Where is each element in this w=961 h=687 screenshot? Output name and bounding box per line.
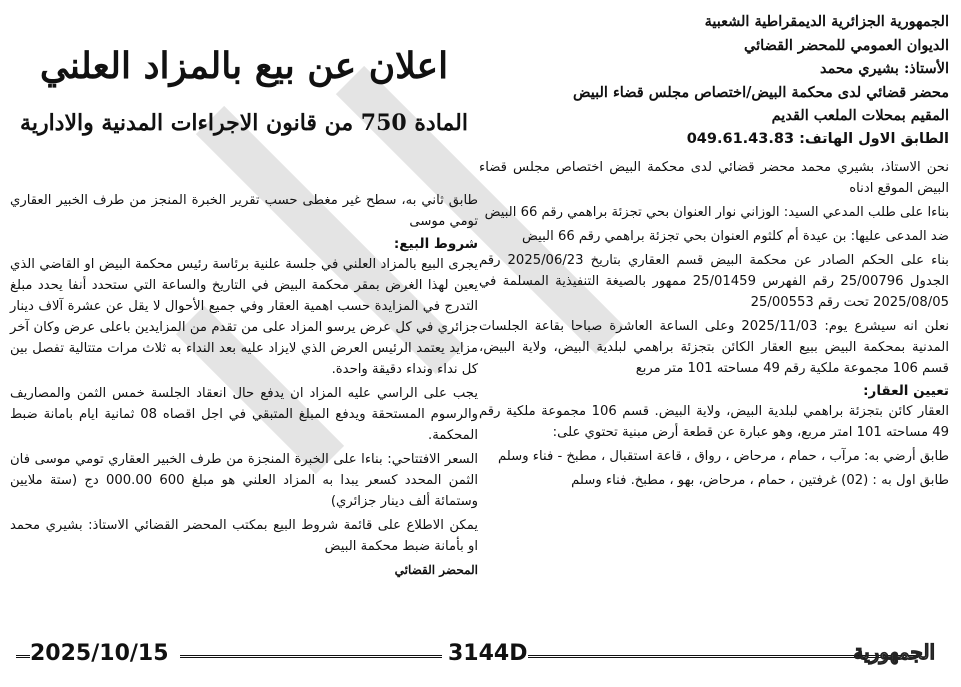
body-paragraph: نحن الاستاذ، بشيري محمد محضر قضائي لدى محكمة البيض اختصاص مجلس قضاء البيض الموقع ادناه [479,160,949,196]
header-line: الجمهورية الجزائرية الديمقراطية الشعبية [704,13,949,30]
page-footer [0,640,961,670]
header-phone-line: الطابق الاول الهاتف: 049.61.43.83 [686,130,949,147]
conditions-heading: شروط البيع: [393,236,478,252]
notice-subtitle: المادة 750 من قانون الاجراءات المدنية والادارية [20,110,468,136]
body-paragraph: بناء على الحكم الصادر عن محكمة البيض قسم العقاري بتاريخ 2025/06/23 رقم الجدول 25/00796 رقم الفهرس 25/01459 ممهور بالصيغة التنفيذية المسلمة في 2025/08/05 تحت رقم 25/00553 [479,253,949,310]
footer-code: 3144D [448,641,528,666]
condition-paragraph: يجرى البيع بالمزاد العلني في جلسة علنية برئاسة رئيس محكمة البيض او القاضي الذي يعين لهذا الغرض بمقر محكمة البيض في التاريخ والساعة التي ستحدد أنفا يحدد مبلغ التدرج في المزايدة حسب اهمية العقار وفي جميع الأحوال لا يقل عن عشرة آلاف دينار جزائري في كل عرض يرسو المزاد على من تقدم من المزايدين باعلى عرض وكان آخر مزايد يعتمد الرئيس العرض الذي لايزاد عليه بعد النداء به ثلاث مرات متتالية تفصل بين كل نداء ونداء دقيقة واحدة. [10,257,478,377]
condition-paragraph: يجب على الراسي عليه المزاد ان يدفع حال انعقاد الجلسة خمس الثمن والمصاريف والرسوم المستحقة ويدفع المبلغ المتبقي في اجل اقصاه 08 ثمانية ايام بامانة ضبط المحكمة. [10,386,478,443]
condition-paragraph: السعر الافتتاحي: بناءا على الخبرة المنجزة من طرف الخبير العقاري تومي موسى فان الثمن المحدد كسعر يبدا به المزاد العلني هو مبلغ 600 000.00 دج (ستة ملايين وستمائة ألف دينار جزائري) [10,452,478,509]
footer-date: 2025/10/15 [30,641,169,666]
notice-title-block [14,40,474,140]
property-paragraph: طابق اول به : (02) غرفتين ، حمام ، مرحاض، بهو ، مطبخ. فناء وسلم [571,473,949,488]
property-paragraph: طابق أرضي به: مرآب ، حمام ، مرحاض ، رواق ، قاعة استقبال ، مطبخ - فناء وسلم [498,449,949,464]
newspaper-logo: الجمهورية [853,640,935,664]
condition-paragraph: يمكن الاطلاع على قائمة شروط البيع بمكتب المحضر القضائي الاستاذ: بشيري محمد او بأمانة ضبط محكمة البيض [10,518,478,554]
left-column [10,190,478,577]
header-line: محضر قضائي لدى محكمة البيض/اختصاص مجلس قضاء البيض [572,83,949,101]
property-heading: تعيين العقار: [863,383,949,399]
body-paragraph: ضد المدعى عليها: بن عيدة أم كلثوم العنوان بحي تجزئة براهمي رقم 66 البيض [521,229,949,244]
body-paragraph: نعلن انه سيشرع يوم: 2025/11/03 وعلى الساعة العاشرة صباحا بقاعة الجلسات المدنية بمحكمة البيض ببيع العقار الكائن بتجزئة براهمي لبلدية البيض، ولاية البيض، قسم 106 مجموعة ملكية رقم 49 مساحته 101 متر مربع [479,319,950,376]
property-paragraph: العقار كائن بتجزئة براهمي لبلدية البيض، ولاية البيض. قسم 106 مجموعة ملكية رقم 49 مساحته 101 امتر مربع، وهو عبارة عن قطعة أرض مبنية تحتوي على: [479,404,949,440]
notice-title: اعلان عن بيع بالمزاد العلني [39,45,449,87]
header-line: الأستاذ: بشيري محمد [820,60,949,77]
header-line: المقيم بمحلات الملعب القديم [771,107,949,124]
signature-label: المحضر القضائي [394,563,478,577]
body-paragraph: بناءا على طلب المدعي السيد: الوزاني نوار العنوان بحي تجزئة براهمي رقم 66 البيض [484,205,949,220]
footer-rule [16,655,30,658]
header-line: الديوان العمومي للمحضر القضائي [743,36,949,54]
office-header [479,10,949,151]
body-paragraph: طابق ثاني به، سطح غير مغطى حسب تقرير الخبرة المنجز من طرف الخبير العقاري تومي موسى [10,193,478,229]
footer-rule [180,655,442,658]
right-column [479,10,949,494]
